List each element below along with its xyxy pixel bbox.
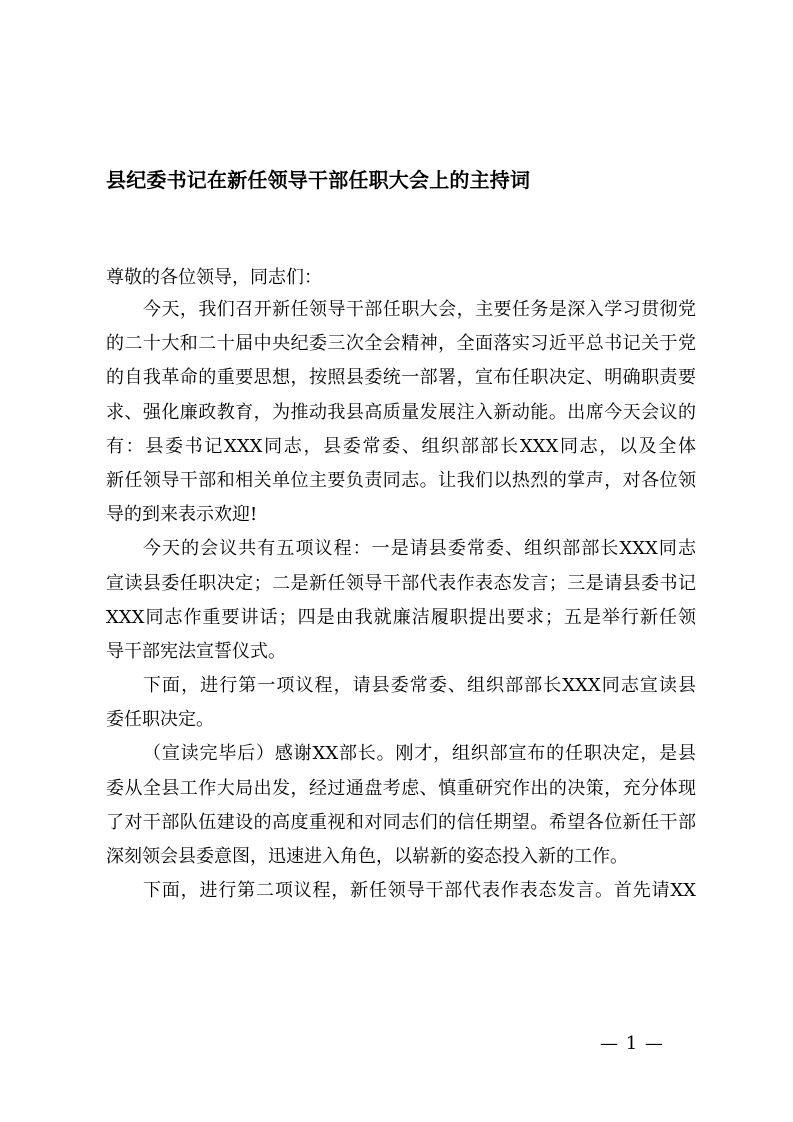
text-line: 导干部宪法宣誓仪式。 [106, 640, 286, 662]
text-line: 了对干部队伍建设的高度重视和对同志们的信任期望。希望各位新任干部 [106, 811, 696, 833]
document-body [106, 262, 696, 908]
paragraph [106, 737, 696, 874]
paragraph [106, 293, 696, 532]
greeting: 尊敬的各位领导，同志们： [106, 267, 322, 288]
text-line: 今天的会议共有五项议程：一是请县委常委、组织部部长XXX同志 [143, 538, 696, 560]
paragraph [106, 874, 696, 908]
text-line: 委从全县工作大局出发，经过通盘考虑、慎重研究作出的决策，充分体现 [106, 777, 696, 799]
page-title: 县纪委书记在新任领导干部任职大会上的主持词 [106, 168, 531, 192]
paragraph [106, 532, 696, 669]
text-line: 宣读县委任职决定；二是新任领导干部代表作表态发言；三是请县委书记 [106, 572, 696, 594]
text-line: 有：县委书记XXX同志，县委常委、组织部部长XXX同志，以及全体 [106, 435, 696, 457]
text-line: 的自我革命的重要思想，按照县委统一部署，宣布任职决定、明确职责要 [106, 367, 696, 389]
text-line: （宣读完毕后）感谢XX部长。刚才，组织部宣布的任职决定，是县 [143, 743, 696, 765]
text-line: 求、强化廉政教育，为推动我县高质量发展注入新动能。出席今天会议的 [106, 401, 696, 423]
paragraph [106, 669, 696, 737]
text-line: 下面，进行第二项议程，新任领导干部代表作表态发言。首先请XX [143, 880, 696, 902]
text-line: 下面，进行第一项议程，请县委常委、组织部部长XXX同志宣读县 [143, 675, 696, 697]
text-line: 委任职决定。 [106, 709, 214, 731]
text-line: XXX同志作重要讲话；四是由我就廉洁履职提出要求；五是举行新任领 [106, 606, 696, 628]
text-line: 导的到来表示欢迎! [106, 504, 258, 526]
text-line: 新任领导干部和相关单位主要负责同志。让我们以热烈的掌声，对各位领 [106, 469, 696, 491]
page-number: — 1 — [600, 1033, 664, 1054]
text-line: 深刻领会县委意图，迅速进入角色，以崭新的姿态投入新的工作。 [106, 846, 628, 867]
text-line: 今天，我们召开新任领导干部任职大会，主要任务是深入学习贯彻党 [143, 299, 696, 320]
text-line: 的二十大和二十届中央纪委三次全会精神，全面落实习近平总书记关于党 [106, 333, 696, 355]
